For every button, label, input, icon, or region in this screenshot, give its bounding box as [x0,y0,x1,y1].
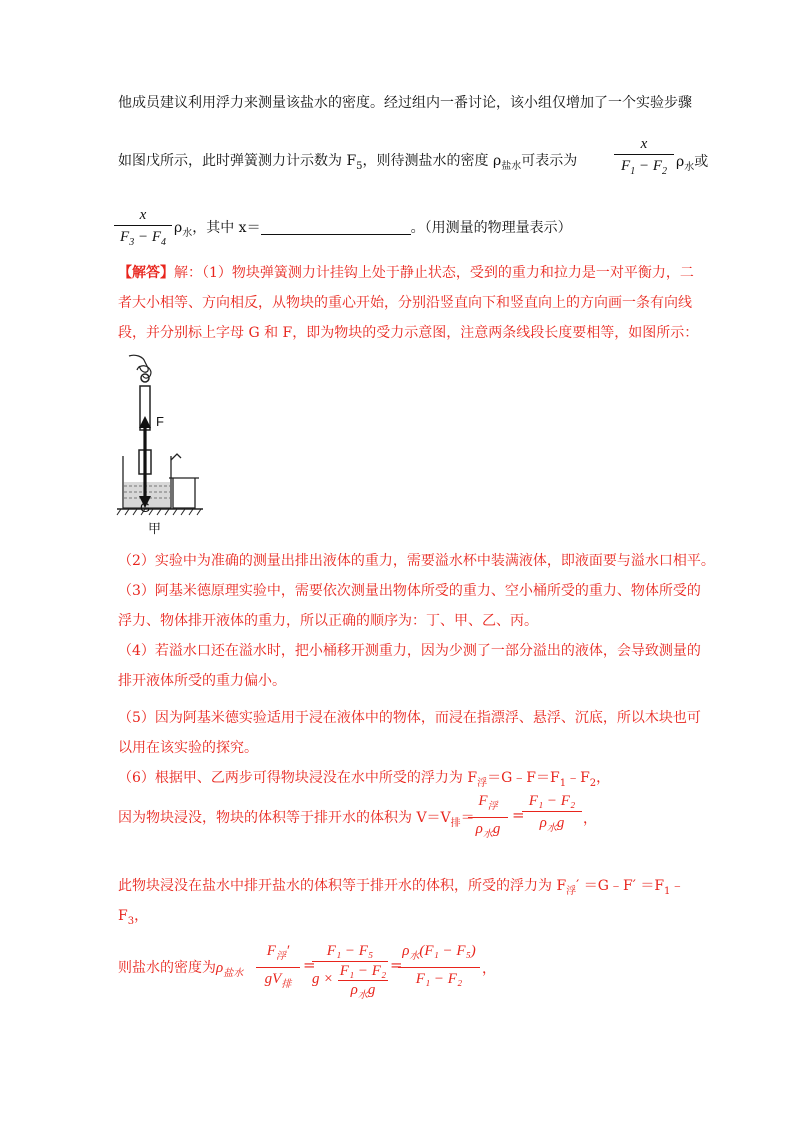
equals-sign-1: = [512,806,525,824]
answer-part-5-line-2: 以用在该实验的探究。 [118,740,258,756]
equals-sign-2: = [303,956,316,974]
fraction-x-over-f3-f4: $\frac{x}{F_3 - F_4}$ [114,206,172,252]
answer-part-3-line-1: （3）阿基米德原理实验中，需要依次测量出物体所受的重力、空小桶所受的重力、物体所受的 [118,583,701,599]
fraction-x-over-f1-f2: $\frac{x}{F_1 - F_2}$ [614,135,674,181]
equals-sign-3: = [390,956,403,974]
question-text-line-2: 如图戊所示，此时弹簧测力计示数为 $F_5$，则待测盐水的密度 $\rho_{盐水}$可表示为 [118,153,578,172]
answer-salt-buoy-line-2: $F_3$， [118,908,149,927]
force-diagram-figure [115,352,210,532]
fraction-f-buoy-prime-over-gv: $F_浮'$ $gV_排$ [256,942,300,994]
fraction-f-buoy-over-rho-g: $F_浮$ $\rho_水g$ [468,792,508,844]
rho-water-1: $\rho_水$或 [676,154,709,173]
answer-blank[interactable] [261,220,411,235]
force-label-g: G [140,500,151,515]
answer-part-4-line-1: （4）若溢水口还在溢水时，把小桶移开测重力，因为少测了一部分溢出的液体，会导致测量的 [118,643,701,659]
fraction-f1-f2-over-rho-g: F₁ − F₂ $\rho_水g$ [522,792,582,838]
question-text-line-1: 他成员建议利用浮力来测量该盐水的密度。经过组内一番讨论，该小组仅增加了一个实验步骤 [118,95,692,111]
fraction-rho-water-result: $\rho_水(F_1 - F_5)$ F₁ − F₂ [398,942,480,988]
answer-density-line: 则盐水的密度为$\rho_{盐水}$ [118,960,244,979]
answer-part-3-line-2: 浮力、物体排开液体的重力，所以正确的顺序为：丁、甲、乙、丙。 [118,613,538,629]
answer-part-4-line-2: 排开液体所受的重力偏小。 [118,673,286,689]
answer-part-5-line-1: （5）因为阿基米德实验适用于浸在液体中的物体，而浸在指漂浮、悬浮、沉底，所以木块也可 [118,710,701,726]
answer-part-6-line-1: （6）根据甲、乙两步可得物块浸没在水中所受的浮力为 $F_浮=G﹣F=F_1﹣F_2$， [118,770,611,789]
comma-1: ， [583,811,597,827]
answer-part-2: （2）实验中为准确的测量出排出液体的重力，需要溢水杯中装满液体，即液面要与溢水口相平。 [118,553,715,569]
question-text-line-3: $\rho_水$，其中 x＝ 。（用测量的物理量表示） [174,220,572,239]
answer-line-1: 【解答】解：（1）物块弹簧测力计挂钩上处于静止状态，受到的重力和拉力是一对平衡力，二 [118,265,694,281]
answer-line-3: 段，并分别标上字母 G 和 F，即为物块的受力示意图，注意两条线段长度要相等，如图所示： [118,325,699,341]
figure-caption: 甲 [148,522,162,537]
comma-2: ， [482,961,496,977]
answer-line-2: 者大小相等、方向相反，从物块的重心开始，分别沿竖直向下和竖直向上的方向画一条有向线 [118,295,692,311]
fraction-complex: F₁ − F₅ g × F₁ − F₂ $\rho_水g$ [312,943,387,1001]
answer-salt-buoy-line-1: 此物块浸没在盐水中排开盐水的体积等于排开水的体积，所受的浮力为 $F_浮'$ ＝G﹣F′ $=F_1﹣$ [118,878,685,897]
force-label-f: F [156,414,164,429]
answer-volume-line: 因为物块浸没，物块的体积等于排开水的体积为 $V=V_排=$ [118,810,475,829]
